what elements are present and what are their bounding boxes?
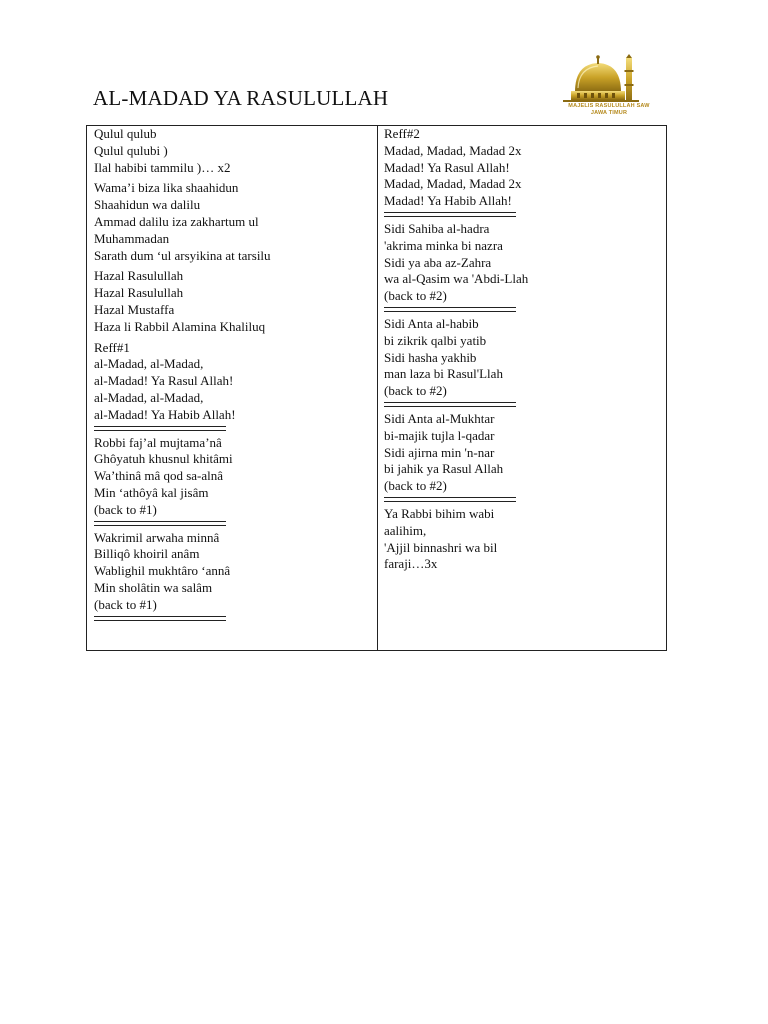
verse-line: Min ‘athôyâ kal jisâm (94, 484, 209, 500)
double-rule-separator (384, 402, 516, 407)
verse-line: Wakrimil arwaha minnâ (94, 529, 220, 545)
verse-line: bi jahik ya Rasul Allah (384, 461, 504, 477)
verse-line: (back to #2) (384, 478, 447, 494)
logo-caption-line2: JAWA TIMUR (590, 110, 628, 116)
double-rule-separator (94, 616, 226, 621)
verse-line: man laza bi Rasul'Llah (384, 366, 503, 382)
verse-line: (back to #2) (384, 383, 447, 399)
logo-caption (553, 103, 665, 117)
verse-line: (back to #2) (384, 288, 447, 304)
verse-line: Haza li Rabbil Alamina Khaliluq (94, 318, 266, 334)
verse-line: faraji…3x (384, 556, 438, 572)
verse-line: Sidi Sahiba al-hadra (384, 220, 490, 236)
verse-line: Sidi Anta al-habib (384, 315, 479, 331)
verse-line: Madad! Ya Habib Allah! (384, 193, 512, 209)
verse-block (94, 435, 372, 519)
right-column (384, 126, 662, 573)
verse-block (94, 268, 372, 335)
verse-line: wa al-Qasim wa 'Abdi-Llah (384, 271, 529, 287)
lyrics-table (86, 125, 667, 651)
verse-line: Muhammadan (94, 230, 170, 246)
verse-line: Hazal Mustaffa (94, 301, 175, 317)
verse-line: Qulul qulub (94, 126, 157, 141)
verse-line: Ghôyatuh khusnul khitâmi (94, 451, 233, 467)
double-rule-separator (384, 307, 516, 312)
verse-line: 'Ajjil binnashri wa bil (384, 539, 498, 555)
verse-block (94, 340, 372, 424)
verse-block (94, 180, 372, 264)
column-divider (377, 126, 378, 650)
verse-line: Billiqô khoiril anâm (94, 546, 200, 562)
verse-line: (back to #1) (94, 501, 157, 517)
double-rule-separator (384, 497, 516, 502)
verse-line: Wa’thinâ mâ qod sa-alnâ (94, 468, 224, 484)
verse-line: al-Madad, al-Madad, (94, 356, 204, 372)
verse-line: Reff#1 (94, 339, 130, 355)
verse-block (384, 411, 662, 495)
verse-block (384, 126, 662, 210)
left-column (94, 126, 372, 623)
double-rule-separator (94, 426, 226, 431)
verse-line: Robbi faj’al mujtama’nâ (94, 434, 222, 450)
double-rule-separator (94, 521, 226, 526)
verse-line: Sidi hasha yakhib (384, 349, 477, 365)
verse-line: al-Madad! Ya Rasul Allah! (94, 373, 234, 389)
verse-line: Sidi ya aba az-Zahra (384, 254, 492, 270)
verse-line: (back to #1) (94, 596, 157, 612)
document-title: AL-MADAD YA RASULULLAH (93, 86, 389, 110)
verse-line: Hazal Rasulullah (94, 285, 184, 301)
verse-line: Wama’i biza lika shaahidun (94, 180, 239, 196)
verse-line: Madad, Madad, Madad 2x (384, 142, 522, 158)
verse-line: Reff#2 (384, 126, 420, 141)
double-rule-separator (384, 212, 516, 217)
verse-line: Madad! Ya Rasul Allah! (384, 159, 510, 175)
verse-block (384, 221, 662, 305)
verse-line: bi-majik tujla l-qadar (384, 427, 495, 443)
verse-line: Ya Rabbi bihim wabi (384, 505, 495, 521)
verse-line: al-Madad! Ya Habib Allah! (94, 406, 236, 422)
verse-line: Ilal habibi tammilu )… x2 (94, 159, 231, 175)
verse-block (94, 530, 372, 614)
verse-line: Min sholâtin wa salâm (94, 579, 213, 595)
verse-line: al-Madad, al-Madad, (94, 389, 204, 405)
verse-line: Qulul qulubi ) (94, 142, 168, 158)
verse-line: Sidi Anta al-Mukhtar (384, 410, 495, 426)
logo-caption-line1: MAJELIS RASULULLAH SAW (568, 103, 650, 109)
verse-line: 'akrima minka bi nazra (384, 237, 503, 253)
verse-block (384, 506, 662, 573)
verse-line: Ammad dalilu iza zakhartum ul (94, 213, 259, 229)
verse-line: aalihim, (384, 522, 427, 538)
verse-block (94, 126, 372, 176)
verse-line: Shaahidun wa dalilu (94, 197, 201, 213)
verse-line: Sidi ajirna min 'n-nar (384, 444, 495, 460)
verse-line: bi zikrik qalbi yatib (384, 332, 487, 348)
verse-line: Madad, Madad, Madad 2x (384, 176, 522, 192)
verse-block (384, 316, 662, 400)
verse-line: Sarath dum ‘ul arsyikina at tarsilu (94, 247, 271, 263)
verse-line: Wablighil mukhtâro ‘annâ (94, 563, 231, 579)
verse-line: Hazal Rasulullah (94, 268, 184, 284)
